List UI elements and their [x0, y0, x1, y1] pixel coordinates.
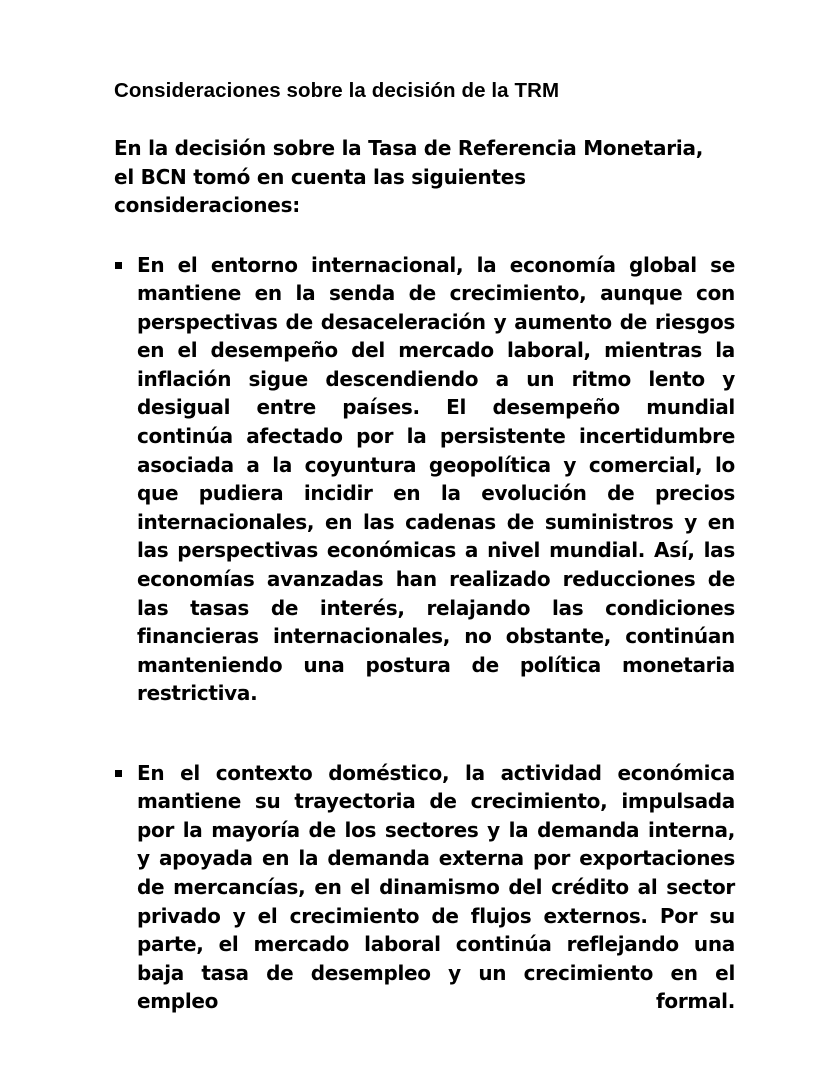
list-item	[114, 759, 735, 1045]
list-item-text: En el contexto doméstico, la actividad económica mantiene su trayectoria de crecimiento, impulsada por la mayoría de los sectores y la demanda interna, y apoyada en la demanda externa por exportaciones de mercancías, en el dinamismo del crédito al sector privado y el crecimiento de flujos externos. Por su parte, el mercado laboral continúa reflejando una baja tasa de desempleo y un crecimiento en el empleo formal.	[137, 760, 735, 1014]
square-bullet-icon	[115, 770, 122, 777]
considerations-list	[114, 251, 735, 1045]
page-title: Consideraciones sobre la decisión de la TRM	[114, 79, 560, 102]
square-bullet-icon	[115, 262, 122, 269]
intro-paragraph: En la decisión sobre la Tasa de Referencia Monetaria, el BCN tomó en cuenta las siguientes consideraciones:	[114, 136, 704, 217]
list-item-text: En el entorno internacional, la economía global se mantiene en la senda de crecimiento, aunque con perspectivas de desaceleración y aumento de riesgos en el desempeño del mercado laboral, mientras la inflación sigue descendiendo a un ritmo lento y desigual entre países. El desempeño mundial continúa afectado por la persistente incertidumbre asociada a la coyuntura geopolítica y comercial, lo que pudiera incidir en la evolución de precios internacionales, en las cadenas de suministros y en las perspectivas económicas a nivel mundial. Así, las economías avanzadas han realizado reducciones de las tasas de interés, relajando las condiciones financieras internacionales, no obstante, continúan manteniendo una postura de política monetaria restrictiva.	[137, 252, 735, 706]
list-item	[114, 251, 735, 737]
